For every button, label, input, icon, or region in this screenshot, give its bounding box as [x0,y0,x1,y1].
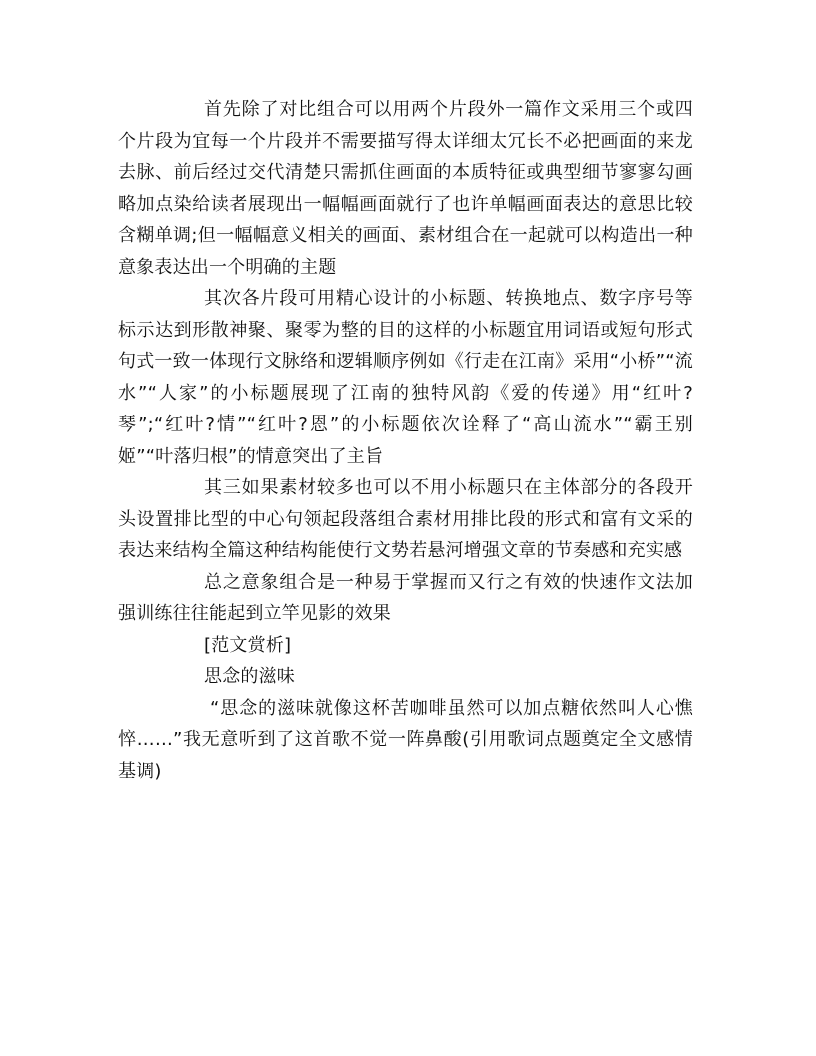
section-label: [范文赏析] [204,634,292,656]
paragraph-4: 总之意象组合是一种易于掌握而又行之有效的快速作文法加强训练往往能起到立竿见影的效果 [118,571,693,624]
paragraph-1: 首先除了对比组合可以用两个片段外一篇作文采用三个或四个片段为宜每一个片段并不需要描写得太详细太冗长不必把画面的来龙去脉、前后经过交代清楚只需抓住画面的本质特征或典型细节寥寥勾画略加点染给读者展现出一幅幅画面就行了也许单幅画面表达的意思比较含糊单调;但一幅幅意义相关的画面、素材组合在一起就可以构造出一种意象表达出一个明确的主题 [118,99,693,278]
document-body [118,94,693,787]
quote-paragraph: “思念的滋味就像这杯苦咖啡虽然可以加点糖依然叫人心憔悴……”我无意听到了这首歌不觉一阵鼻酸(引用歌词点题奠定全文感情基调) [118,697,693,782]
paragraph-2: 其次各片段可用精心设计的小标题、转换地点、数字序号等标示达到形散神聚、聚零为整的目的这样的小标题宜用词语或短句形式句式一致一体现行文脉络和逻辑顺序例如《行走在江南》采用“小桥”“流水”“人家”的小标题展现了江南的独特风韵《爱的传递》用“红叶?琴”;“红叶?情”“红叶?恩”的小标题依次诠释了“高山流水”“霸王别姬”“叶落归根”的情意突出了主旨 [118,288,693,467]
paragraph-3: 其三如果素材较多也可以不用小标题只在主体部分的各段开头设置排比型的中心句领起段落组合素材用排比段的形式和富有文采的表达来结构全篇这种结构能使行文势若悬河增强文章的节奏感和充实感 [118,477,693,561]
essay-title: 思念的滋味 [204,666,295,687]
